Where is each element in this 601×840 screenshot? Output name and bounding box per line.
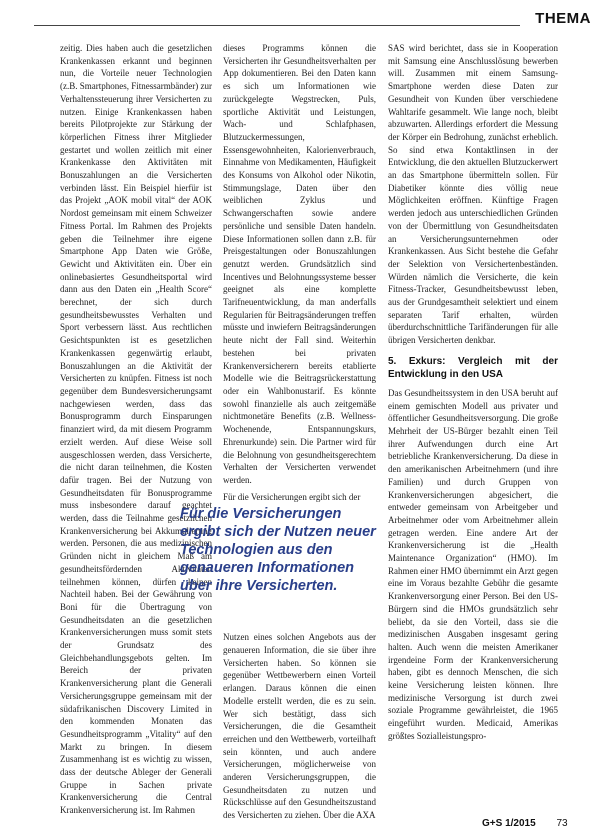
page-footer (482, 818, 568, 829)
text-column-1 (60, 42, 212, 817)
section-heading: 5. Exkurs: Vergleich mit der Entwicklung in den USA (388, 355, 558, 380)
issue-number: 1/2015 (505, 818, 536, 829)
pull-quote: Für die Versicherungen ergibt sich der Nutzen neuer Technologien aus den genaueren Informationen über ihre Versicherten. (180, 506, 376, 594)
header-rule (34, 25, 520, 26)
journal-name: G+S (482, 818, 503, 829)
column-2-text-top: dieses Programms können die Versicherten ihr Gesundheitsverhalten per App dokumentieren. Bei den Daten kann es sich um Informationen wie zurückgelegte Wegstrecken, Puls, sportliche Aktivität und Leistungen, Wach- und Schlafphasen, Blutzuckermessungen, Essensgewohnheiten, Kalorienverbrauch, Einnahme von Medikamenten, Häufigkeit des Konsums von Alkohol oder Nikotin, Stimmungslage, Daten über den weiblichen Zyklus und Schwangerschaften sowie andere persönliche und sensible Daten handeln. Diese Informationen sollen dann z.B. für Preisgestaltungen oder Bonuszahlungen genutzt werden. Grundsätzlich sind Incentives und Belohnungssysteme besser geeignet als eine komplette Tarifneuentwicklung, da man anderfalls Regularien für Beitragsänderungen treffen müsste und inwiefern Beitragsänderungen heute nicht der Fall sind. Weiterhin bestehen bei privaten Krankenversicherern bereits etablierte Modelle wie die Beitragsrückerstattung oder ein Wahlbonustarif. Es könnte sowohl finanzielle als auch zeitgemäße nichtmonetäre Benefits (z.B. Wellness-Wochenende, Entspannungskurs, Ehrenurkunde) sein. Die Partner wird für die Belohnung von gesundheitsgerechtem Verhalten der Versicherten verwendet werden. (223, 43, 376, 485)
column-3-text-top: SAS wird berichtet, dass sie in Kooperation mit Samsung eine Anschlusslösung bewerben will. Zusammen mit einem Samsung-Smartphone werden diese Daten zur Gesundheit von Kunden über verschiedene Wahltarife gesammelt. Wie lange noch, bleibt abzuwarten. Allerdings erfordert die Messung der Körper ein Bedrohung, zunächst erheblich. So sind etwa Kontaktlinsen in der Entwicklung, die den aktuellen Blutzuckerwert an das Smartphone übermitteln sollen. Für Diabetiker könnte dies völlig neue Möglichkeiten eröffnen. Künftige Fragen werden jedoch aus unterschiedlichen Gründen von der Übermittlung von Gesundheitsdaten an Versicherungsunternehmen oder Krankenkassen. Aus Sicht bestehe die Gefahr der Selektion von Versichertenbeständen. Würden nämlich die Versicherte, die kein Fitness-Tracker, Gesundheitsbewusst leben, aus der Grundgesamtheit selektiert und einem separaten Tarif erhalten, würden überdurchschnittliche Tarifänderungen für alle übrigen Versicherten denkbar. (388, 43, 558, 346)
column-2-text-bottom: Nutzen eines solchen Angebots aus der genaueren Information, die sie über ihre Versicherten haben. So können sie gegenüber Wettbewerbern einen Vorteil erlangen. Daraus können die einen Modelle erstellt werden, die es zu sein. Wer sich bestätigt, dass sich Versicherungen, die die Gesamtheit erreichen und den Wettbewerb, vorteilhaft sein könnten, und auch andere Versicherungen, möglicherweise von anderen Versicherungsgruppen, die Gesundheitsdaten zu nutzen und Rückschlüsse auf den Gesundheitszustand des Versicherten zu ziehen. Über die AXA (223, 632, 376, 821)
column-2-subline: Für die Versicherungen ergibt sich der (223, 491, 361, 502)
column-3-text-bottom: Das Gesundheitssystem in den USA beruht auf einem gemischten Modell aus privater und öffentlicher Gesundheitsversorgung. Die große Mehrheit der US-Bürger bezahlt einen Teil ihrer Aufwendungen durch eine Art betriebliche Krankenversicherung. Da diese in den amerikanischen Arbeitnehmern (und ihre Familien) und durch Gruppen von Krankenversicherungen abgesichert, die entweder gemeinsam von Arbeitgeber und Arbeitnehmer oder vom Arbeitnehmer allein getragen werden. Eine andere Art der Krankenversicherung ist die „Health Maintenance Organization“ (HMO). Im Rahmen einer HMO übernimmt ein Arzt gegen eine im Voraus bezahlte Gebühr die gesamte Krankenversorgung einer Person. Bei den US-Bürgern sind die HMOs grundsätzlich sehr beliebt, da sie den Vorteil, dass sie die medizinischen Ausgaben insgesamt gering halten. Auch wenn die meisten Amerikaner irgendeine Form der Krankenversicherung haben, gibt es dennoch Menschen, die sich keine Versicherung leisten können. Ihre medizinische Versorgung ist durch zwei soziale Programme gewährleistet, die 1965 eingeführt wurden. Medicaid, Amerikas größtes Sozialleistungspro- (388, 387, 558, 741)
text-column-2 (223, 42, 376, 822)
text-column-3 (388, 42, 558, 743)
column-1-text: zeitig. Dies haben auch die gesetzlichen Krankenkassen erkannt und beginnen nun, die Vorteile neuer Technologien (z.B. Smartphones, Fitnessarmbänder) zur Verhaltenssteuerung ihrer Versicherten zu nutzen. Einige Krankenkassen haben bereits Pilotprojekte zur Stärkung der körperlichen Fitness ihrer Mitglieder gestartet und wollen zeitlich mit einer Krankenkasse den Aktivitäten mit Bonuszahlungen an die Versicherten verbinden lässt. Ein Beispiel hierfür ist das Projekt „AOK mobil vital“ der AOK Nordost gemeinsam mit einem Schweizer Fitness Portal. Im Rahmen des Projekts geben die Teilnehmer ihre eigene Smartphone App Daten wie Größe, Gewicht und Aktivitäten ein. Über ein onlinebasiertes Gesundheitsportal wird dann aus den Daten ein „Health Score“ berechnet, der sich durch gesundheitsbewusstes Verhalten und Sport verbessern lässt. Aus rechtlichen Gesichtspunkten ist es gesetzlichen Krankenkassen gegenwärtig erlaubt, Bonuszahlungen an die Aktivität der Versicherten zu knüpfen. Fitness ist noch gegenüber dem Bundesversicherungsamt nachgewiesen werden, dass das Bonusprogramm durch Einsparungen finanziert wird, da mit diesem Programm erzielt werden. Auf diese Weise soll ausgeschlossen werden, dass Versicherte, die nicht daran teilnehmen, die Kosten dafür tragen. Bei der Nutzung von Gesundheitsdaten für Bonusprogramme muss insbesondere darauf geachtet werden, dass die Teilnahme gesetzlichen Krankenversicherung bei Akkumulierung werden. Personen, die aus medizinischen Gründen nicht in gleichem Maß am gesundheitsfördernden Aktivitäten teilnehmen können, dürfen keinen Nachteil haben. Bei der Gewährung von Boni für die Übertragung von Gesundheitsdaten an die gesetzlichen Krankenversicherungen muss somit stets der Grundsatz des Gleichbehandlungsgebots gelten. Im Bereich der privaten Krankenversicherung plant die Generali Versicherungsgruppe gemeinsam mit der südafrikanischen Discovery Limited in den kommenden Monaten das Gesundheitsprogramm „Vitality“ auf den Markt zu bringen. In diesem Zusammenhang ist es wichtig zu wissen, dass der deutsche Ableger der Generali Gruppe in Sachen private Krankenversicherung die Central Krankenversicherung ist. Im Rahmen (60, 43, 212, 816)
section-label: THEMA (535, 10, 591, 27)
page-number: 73 (556, 818, 568, 829)
